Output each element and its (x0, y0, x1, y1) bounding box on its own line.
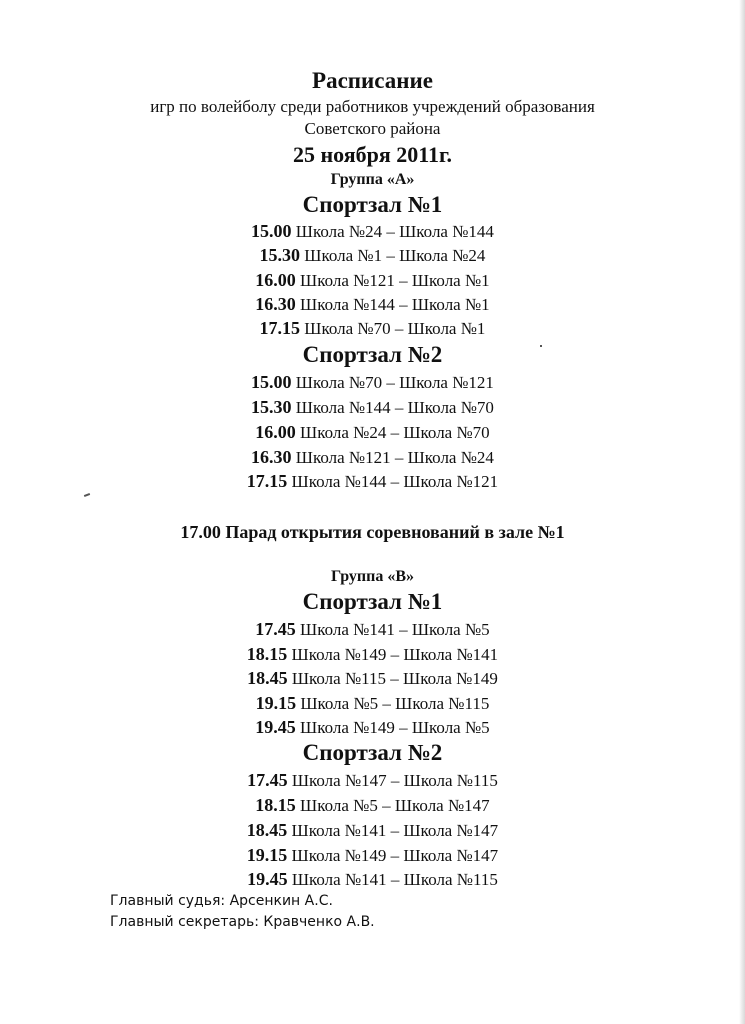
document-title: Расписание (312, 68, 433, 93)
match-row (0, 294, 745, 315)
match-time: 17.45 (247, 770, 288, 790)
match-teams: Школа №144 – Школа №70 (295, 398, 494, 417)
match-row (0, 270, 745, 291)
match-teams: Школа №147 – Школа №115 (291, 771, 498, 790)
match-time: 15.30 (251, 397, 292, 417)
match-row (0, 644, 745, 665)
match-row (0, 795, 745, 816)
match-teams: Школа №115 – Школа №149 (291, 669, 498, 688)
match-teams: Школа №141 – Школа №115 (291, 870, 498, 889)
match-teams: Школа №141 – Школа №5 (300, 620, 490, 639)
document-subtitle: игр по волейболу среди работников учреждений образования (150, 97, 595, 116)
group-b-label: Группа «В» (331, 568, 414, 585)
match-time: 17.15 (259, 318, 301, 338)
match-time: 16.30 (255, 294, 296, 314)
match-teams: Школа №121 – Школа №24 (295, 448, 494, 467)
chief-secretary-line: Главный секретарь: Кравченко А.В. (110, 914, 375, 930)
match-teams: Школа №24 – Школа №144 (295, 222, 494, 241)
group-b-hall-1-label: Спортзал №1 (302, 589, 443, 614)
match-teams: Школа №144 – Школа №1 (300, 295, 490, 314)
match-time: 19.45 (255, 717, 296, 737)
match-time: 16.00 (255, 270, 296, 290)
group-a-hall-1-label: Спортзал №1 (302, 192, 443, 217)
group-b-hall-2-label: Спортзал №2 (302, 740, 443, 765)
match-time: 16.00 (255, 422, 296, 442)
scan-edge-shadow (739, 0, 745, 1024)
match-time: 15.00 (251, 372, 292, 392)
match-row (0, 717, 745, 738)
match-time: 16.30 (251, 447, 292, 467)
match-teams: Школа №1 – Школа №24 (304, 246, 486, 265)
match-teams: Школа №5 – Школа №115 (300, 694, 490, 713)
match-row (0, 619, 745, 640)
match-row (0, 245, 745, 266)
district-name: Советского района (304, 119, 441, 138)
event-date: 25 ноября 2011г. (292, 142, 453, 167)
match-time: 18.45 (247, 668, 288, 688)
match-teams: Школа №149 – Школа №141 (291, 645, 499, 664)
match-row (0, 221, 745, 242)
match-row (0, 318, 745, 339)
match-row (0, 869, 745, 890)
match-row (0, 397, 745, 418)
match-time: 17.45 (255, 619, 296, 639)
match-teams: Школа №141 – Школа №147 (291, 821, 499, 840)
match-row (0, 770, 745, 791)
match-time: 18.45 (246, 820, 288, 840)
match-teams: Школа №149 – Школа №147 (291, 846, 499, 865)
match-time: 15.00 (251, 221, 292, 241)
match-time: 19.15 (246, 845, 288, 865)
match-teams: Школа №70 – Школа №1 (304, 319, 486, 338)
chief-judge-line: Главный судья: Арсенкин А.С. (110, 893, 333, 909)
match-row (0, 372, 745, 393)
match-time: 15.30 (259, 245, 301, 265)
match-teams: Школа №149 – Школа №5 (300, 718, 490, 737)
match-time: 19.15 (255, 693, 297, 713)
scan-speck (84, 493, 90, 497)
match-row (0, 422, 745, 443)
match-time: 18.15 (255, 795, 296, 815)
group-a-label: Группа «А» (330, 171, 415, 188)
match-teams: Школа №121 – Школа №1 (300, 271, 490, 290)
match-time: 17.15 (246, 471, 288, 491)
match-teams: Школа №24 – Школа №70 (300, 423, 490, 442)
match-row (0, 845, 745, 866)
match-teams: Школа №5 – Школа №147 (300, 796, 490, 815)
match-row (0, 693, 745, 714)
match-row (0, 820, 745, 841)
match-time: 18.15 (246, 644, 288, 664)
match-teams: Школа №144 – Школа №121 (291, 472, 499, 491)
match-row (0, 447, 745, 468)
match-time: 19.45 (247, 869, 288, 889)
match-row (0, 668, 745, 689)
match-row (0, 471, 745, 492)
match-teams: Школа №70 – Школа №121 (295, 373, 494, 392)
opening-parade-note: 17.00 Парад открытия соревнований в зале №1 (180, 522, 565, 542)
scan-speck (540, 345, 542, 347)
group-a-hall-2-label: Спортзал №2 (302, 342, 443, 367)
